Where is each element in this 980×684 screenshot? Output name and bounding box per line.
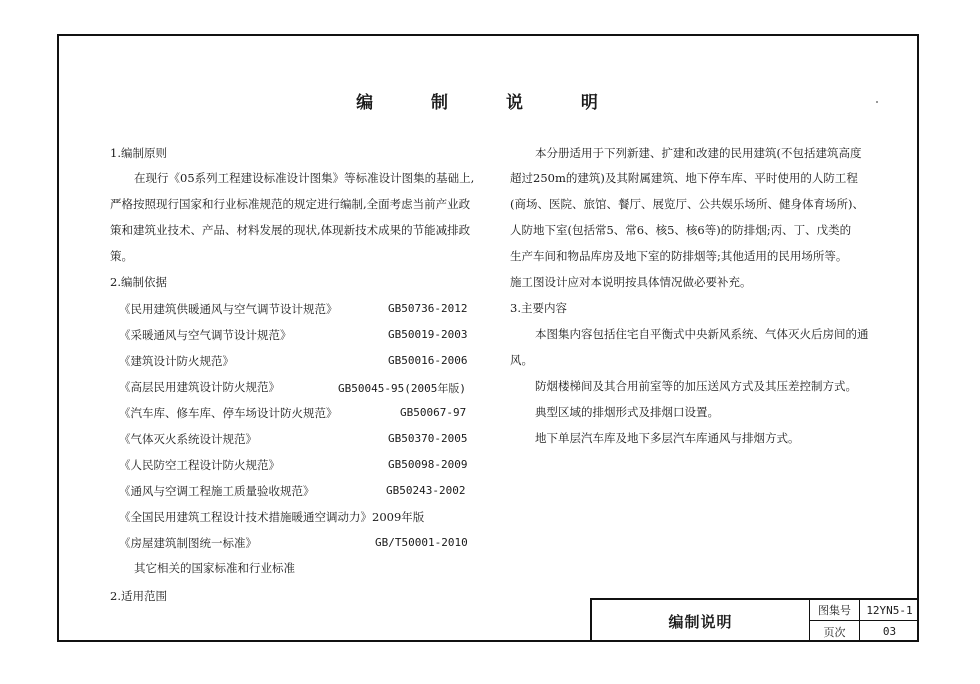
- paragraph-line: 本分册适用于下列新建、扩建和改建的民用建筑(不包括建筑高度: [535, 146, 862, 160]
- paragraph-line: 防烟楼梯间及其合用前室等的加压送风方式及其压差控制方式。: [535, 379, 857, 393]
- atlas-label: 图集号: [810, 600, 860, 621]
- standard-name: 《民用建筑供暖通风与空气调节设计规范》: [119, 302, 338, 316]
- drawing-name: 编制说明: [592, 600, 810, 642]
- page-label: 页次: [810, 621, 860, 642]
- section-heading-content: 3.主要内容: [510, 301, 567, 315]
- section-heading-basis: 2.编制依据: [110, 275, 167, 289]
- paragraph-line: 策。: [110, 249, 133, 263]
- paragraph-line: (商场、医院、旅馆、餐厅、展览厅、公共娱乐场所、健身体育场所)、: [510, 197, 864, 211]
- section-heading-principles: 1.编制原则: [110, 146, 167, 160]
- standard-code: GB50019-2003: [388, 328, 468, 341]
- standard-code: GB50067-97: [400, 406, 467, 419]
- standard-code: GB50736-2012: [388, 302, 468, 315]
- standard-name: 《采暖通风与空气调节设计规范》: [119, 328, 292, 342]
- standard-name: 《高层民用建筑设计防火规范》: [119, 380, 280, 394]
- paragraph-line: 本图集内容包括住宅自平衡式中央新风系统、气体灭火后房间的通: [535, 327, 869, 341]
- title-block: [590, 598, 919, 642]
- standard-code: GB50016-2006: [388, 354, 468, 367]
- standard-name: 《气体灭火系统设计规范》: [119, 432, 257, 446]
- paragraph-line: 风。: [510, 353, 533, 367]
- standard-name: 《建筑设计防火规范》: [119, 354, 234, 368]
- standard-name: 《全国民用建筑工程设计技术措施暖通空调动力》2009年版: [119, 510, 425, 524]
- standard-name: 《通风与空调工程施工质量验收规范》: [119, 484, 315, 498]
- paragraph-line: 超过250m的建筑)及其附属建筑、地下停车库、平时使用的人防工程: [510, 171, 858, 185]
- page-title: 编 制 说 明: [356, 93, 624, 113]
- paragraph-line: 在现行《05系列工程建设标准设计图集》等标准设计图集的基础上,: [134, 171, 475, 185]
- standard-code: GB/T50001-2010: [375, 536, 468, 549]
- paragraph-line: 策和建筑业技术、产品、材料发展的现状,体现新技术成果的节能减排政: [110, 223, 471, 237]
- speck-mark: [876, 101, 878, 103]
- paragraph-line: 生产车间和物品库房及地下室的防排烟等;其他适用的民用场所等。: [510, 249, 848, 263]
- atlas-value: 12YN5-1: [860, 600, 919, 621]
- standard-code: GB50370-2005: [388, 432, 468, 445]
- page-value: 03: [882, 625, 897, 638]
- other-standards: 其它相关的国家标准和行业标准: [134, 561, 295, 575]
- section-heading-scope: 2.适用范围: [110, 589, 167, 603]
- standard-code: GB50045-95(2005年版): [338, 382, 466, 395]
- paragraph-line: 典型区域的排烟形式及排烟口设置。: [535, 405, 719, 419]
- standard-code: GB50243-2002: [386, 484, 466, 497]
- paragraph-line: 地下单层汽车库及地下多层汽车库通风与排烟方式。: [535, 431, 800, 445]
- paragraph-line: 人防地下室(包括常5、常6、核5、核6等)的防排烟;丙、丁、戊类的: [510, 223, 852, 237]
- standard-name: 《人民防空工程设计防火规范》: [119, 458, 280, 472]
- standard-code: GB50098-2009: [388, 458, 468, 471]
- paragraph-line: 严格按照现行国家和行业标准规范的规定进行编制,全面考虑当前产业政: [110, 197, 471, 211]
- standard-name: 《汽车库、修车库、停车场设计防火规范》: [119, 406, 338, 420]
- paragraph-line: 施工图设计应对本说明按具体情况做必要补充。: [510, 275, 752, 289]
- standard-name: 《房屋建筑制图统一标准》: [119, 536, 257, 550]
